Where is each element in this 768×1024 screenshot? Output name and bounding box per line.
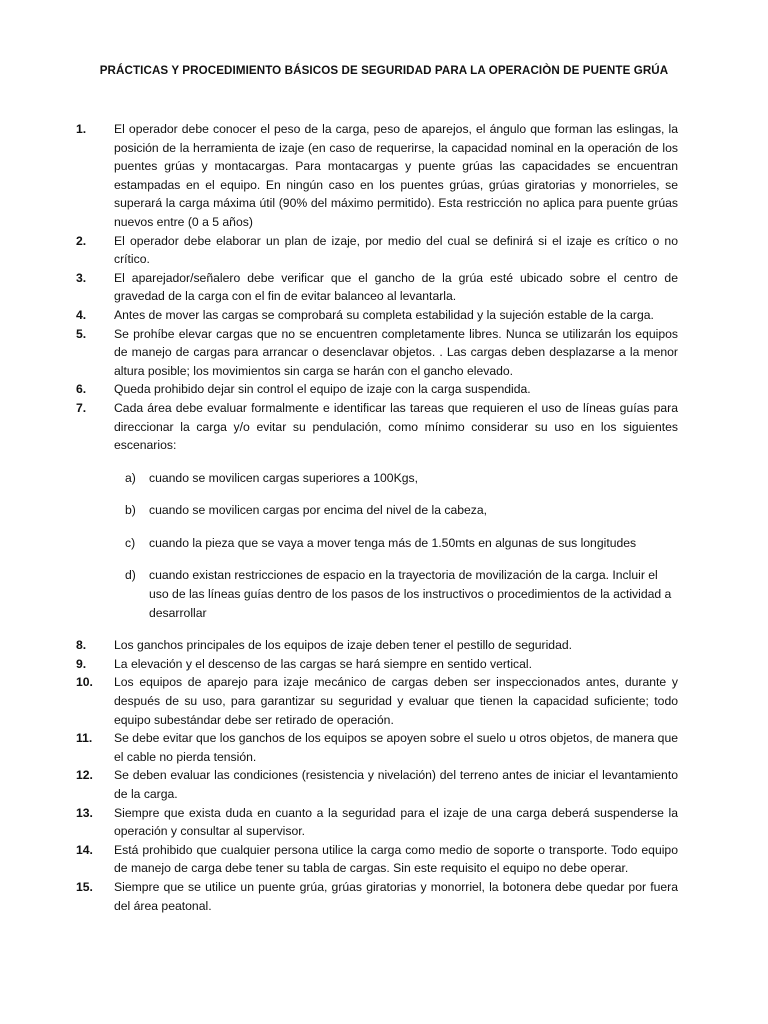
sub-item-letter: b): [125, 503, 136, 518]
list-item: [76, 766, 678, 803]
list-item: [76, 232, 678, 269]
list-item: [76, 306, 678, 325]
list-item: [76, 120, 678, 232]
item-text: Los ganchos principales de los equipos de izaje deben tener el pestillo de seguridad.: [114, 638, 573, 653]
sub-list-item: [125, 501, 678, 520]
item-text: Queda prohibido dejar sin control el equipo de izaje con la carga suspendida.: [114, 382, 531, 397]
item-number: 6.: [76, 382, 87, 397]
item-number: 5.: [76, 326, 87, 341]
item-number: 13.: [76, 805, 93, 820]
item-text: Cada área debe evaluar formalmente e identificar las tareas que requieren el uso de líneas guías para direccionar la carga y/o evitar su pendulación, como mínimo considerar su uso en los siguientes escenarios:: [114, 400, 678, 453]
item-text: El aparejador/señalero debe verificar que el gancho de la grúa esté ubicado sobre el centro de gravedad de la carga con el fin de evitar balanceo al levantarla.: [114, 270, 678, 304]
item-number: 3.: [76, 270, 87, 285]
item-number: 8.: [76, 638, 87, 653]
list-item: [76, 325, 678, 381]
sub-item-letter: d): [125, 568, 136, 583]
item-number: 10.: [76, 675, 93, 690]
item-text: Se prohíbe elevar cargas que no se encuentren completamente libres. Nunca se utilizarán los equipos de manejo de cargas para arrancar o desenclavar objetos. . Las cargas deben desplazarse a la menor altura posible; los movimientos sin carga se harán con el gancho elevado.: [114, 326, 678, 378]
item-text: El operador debe elaborar un plan de izaje, por medio del cual se definirá si el izaje es crítico o no crítico.: [114, 233, 678, 267]
item-text: Se debe evitar que los ganchos de los equipos se apoyen sobre el suelo u otros objetos, de manera que el cable no pierda tensión.: [114, 731, 678, 764]
sub-list: [114, 469, 678, 623]
list-item: [76, 269, 678, 306]
item-text: Siempre que se utilice un puente grúa, grúas giratorias y monorriel, la botonera debe quedar por fuera del área peatonal.: [114, 879, 678, 913]
item-number: 2.: [76, 233, 87, 248]
list-item: [76, 804, 678, 841]
item-text: Está prohibido que cualquier persona utilice la carga como medio de soporte o transporte. Todo equipo de manejo de carga debe tener su tabla de cargas. Sin este requisito el equipo no debe operar.: [114, 842, 678, 876]
sub-list-item: [125, 534, 678, 553]
sub-item-text: cuando existan restricciones de espacio en la trayectoria de movilización de la carga. Incluir el uso de las líneas guías dentro de los pasos de los instructivos o procedimientos de la actividad a desarrollar: [149, 568, 672, 620]
list-item: [76, 380, 678, 399]
list-item: [76, 399, 678, 455]
item-text: Se deben evaluar las condiciones (resistencia y nivelación) del terreno antes de iniciar el levantamiento de la carga.: [114, 768, 678, 801]
item-text: Siempre que exista duda en cuanto a la seguridad para el izaje de una carga deberá suspenderse la operación y consultar al supervisor.: [114, 805, 678, 839]
document-title: PRÁCTICAS Y PROCEDIMIENTO BÁSICOS DE SEGURIDAD PARA LA OPERACIÒN DE PUENTE GRÚA: [99, 64, 669, 77]
sub-item-text: cuando se movilicen cargas por encima del nivel de la cabeza,: [149, 503, 488, 518]
sub-item-text: cuando la pieza que se vaya a mover tenga más de 1.50mts en algunas de sus longitudes: [149, 535, 637, 550]
item-number: 15.: [76, 879, 93, 894]
sub-item-letter: c): [125, 535, 136, 550]
item-number: 7.: [76, 400, 87, 415]
item-text: La elevación y el descenso de las cargas se hará siempre en sentido vertical.: [114, 656, 532, 671]
list-item: [76, 841, 678, 878]
item-number: 4.: [76, 307, 87, 322]
item-text: Los equipos de aparejo para izaje mecánico de cargas deben ser inspeccionados antes, durante y después de su uso, para garantizar su seguridad y evaluar que tienen la capacidad suficiente; todo equipo subestándar debe ser retirado de operación.: [114, 675, 678, 727]
sub-list-item: [125, 469, 678, 488]
item-number: 14.: [76, 842, 93, 857]
item-number: 1.: [76, 122, 87, 136]
item-number: 11.: [76, 731, 93, 746]
item-text: Antes de mover las cargas se comprobará su completa estabilidad y la sujeción estable de la carga.: [114, 307, 654, 322]
sub-item-text: cuando se movilicen cargas superiores a 100Kgs,: [149, 470, 418, 485]
sub-item-letter: a): [125, 470, 136, 485]
item-number: 12.: [76, 768, 93, 783]
list-item: [76, 878, 678, 915]
list-item: [76, 655, 678, 674]
safety-rules-list: [76, 120, 678, 915]
item-number: 9.: [76, 656, 87, 671]
item-text: El operador debe conocer el peso de la carga, peso de aparejos, el ángulo que forman las eslingas, la posición de la herramienta de izaje (en caso de requerirse, la capacidad nominal en la operación de los puentes grúas y montacargas. Para montacargas y puente grúas las capacidades se encuentran estampadas en el equipo. En ningún caso en los puentes grúas, grúas giratorias y monorrieles, se superará la carga máxima útil (90% del máximo permitido). Esta restricción no aplica para puente grúas nuevos entre (0 a 5 años): [114, 122, 678, 229]
list-item: [76, 636, 678, 655]
list-item: [76, 729, 678, 766]
list-item: [76, 673, 678, 729]
sub-list-item: [125, 566, 678, 622]
